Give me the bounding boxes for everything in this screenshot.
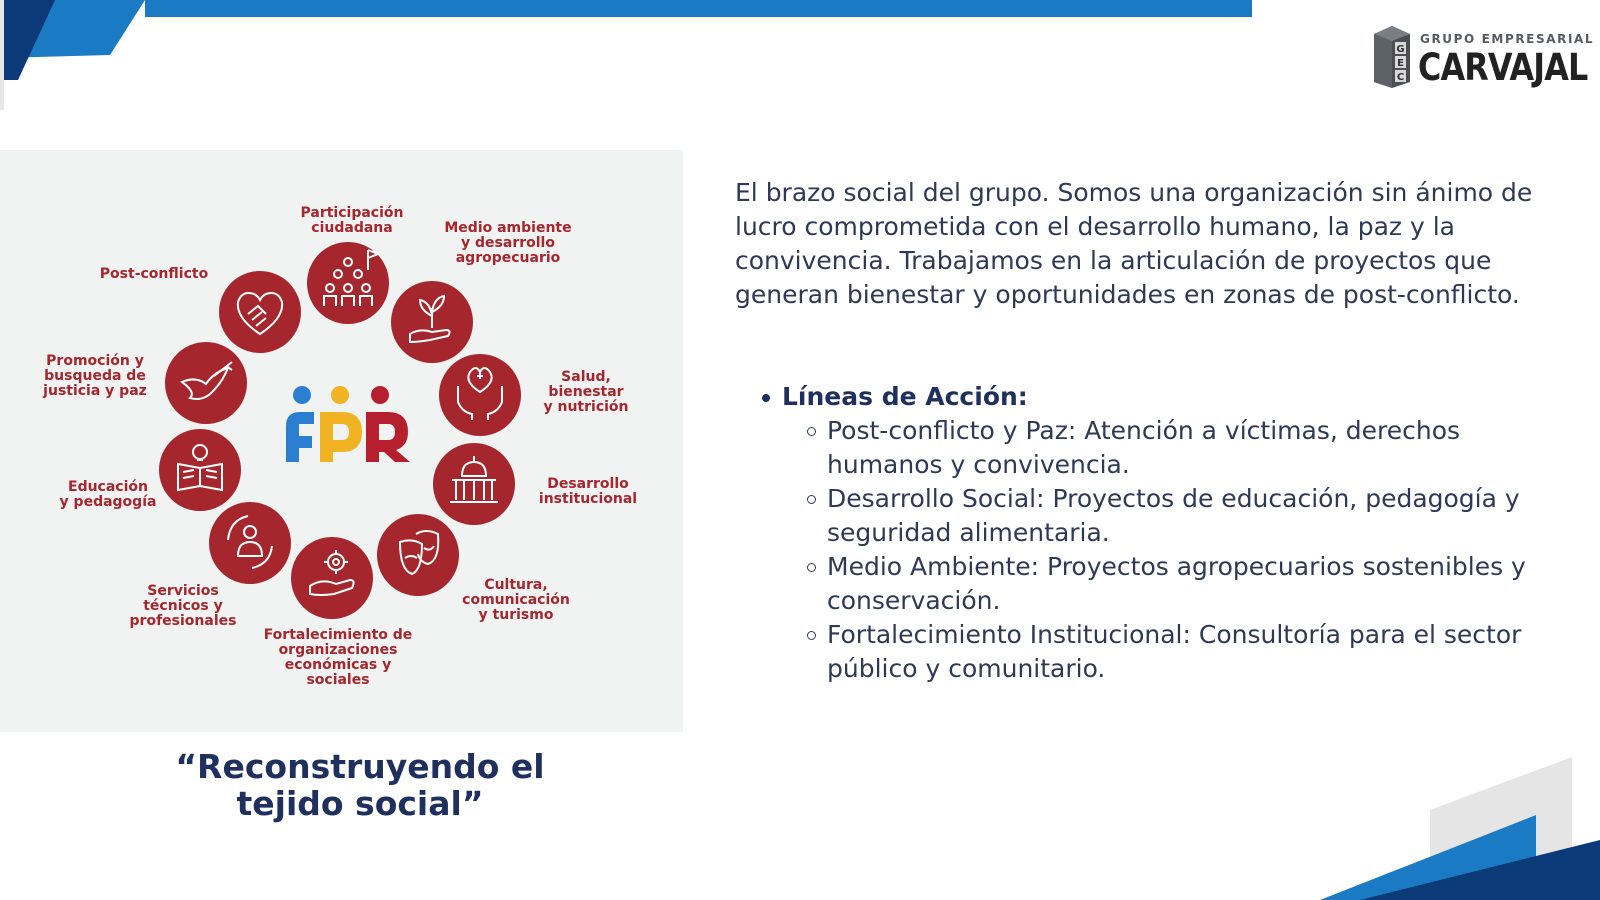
category-justicia-paz <box>42 342 247 424</box>
category-label: Educación y pedagogía <box>59 479 157 510</box>
category-label: Salud, bienestar y nutrición <box>543 369 629 415</box>
action-lines-heading: Líneas de Acción: <box>760 380 1540 414</box>
bottom-decorative-band <box>1300 750 1600 900</box>
logo-cube-letter-e: E <box>1397 58 1404 69</box>
intro-paragraph: El brazo social del grupo. Somos una organización sin ánimo de lucro comprometida con el desarrollo humano, la paz y la convivencia. Trabajamos en la articulación de proyectos que generan bienestar y oportunidades en zonas de post-conflicto. <box>735 178 1533 309</box>
category-participacion-ciudadana <box>301 205 404 324</box>
category-salud <box>439 354 629 436</box>
category-label: Promoción y busqueda de justicia y paz <box>43 353 147 399</box>
logo-cube-icon <box>1372 24 1412 90</box>
list-item: Post-conflicto y Paz: Atención a víctimas, derechos humanos y convivencia. <box>805 414 1540 482</box>
action-lines-sublist <box>760 414 1540 686</box>
fpr-infographic <box>0 150 683 732</box>
category-label: Fortalecimiento de organizaciones económicas y sociales <box>263 627 413 688</box>
infographic-canvas <box>0 150 683 732</box>
category-label: Desarrollo institucional <box>538 476 638 507</box>
category-desarrollo-institucional <box>433 443 637 525</box>
top-decorative-band <box>0 0 1600 110</box>
slogan: “Reconstruyendo el tejido social” <box>175 747 545 823</box>
action-lines-list <box>760 380 1540 686</box>
fpr-center-logo <box>286 386 410 462</box>
category-label: Medio ambiente y desarrollo agropecuario <box>444 220 572 266</box>
category-label: Participación ciudadana <box>300 205 404 236</box>
logo-title: CARVAJAL <box>1418 46 1588 89</box>
category-servicios-tecnicos <box>130 502 291 629</box>
logo-cube-letter-c: C <box>1396 72 1405 83</box>
category-label: Post-conflicto <box>99 266 209 282</box>
list-item: Fortalecimiento Institucional: Consultoría para el sector público y comunitario. <box>805 618 1540 686</box>
category-cultura <box>377 514 570 623</box>
list-item: Desarrollo Social: Proyectos de educación, pedagogía y seguridad alimentaria. <box>805 482 1540 550</box>
category-medio-ambiente <box>391 220 572 363</box>
category-label: Cultura, comunicación y turismo <box>462 577 570 623</box>
category-educacion <box>60 429 241 511</box>
category-label: Servicios técnicos y profesionales <box>129 583 237 629</box>
category-post-conflicto <box>100 266 301 353</box>
action-lines-section <box>760 380 1540 686</box>
logo-subtitle: GRUPO EMPRESARIAL <box>1420 32 1595 46</box>
logo-cube-letter-g: G <box>1396 44 1405 55</box>
list-item: Medio Ambiente: Proyectos agropecuarios sostenibles y conservación. <box>805 550 1540 618</box>
carvajal-logo <box>1372 24 1595 94</box>
